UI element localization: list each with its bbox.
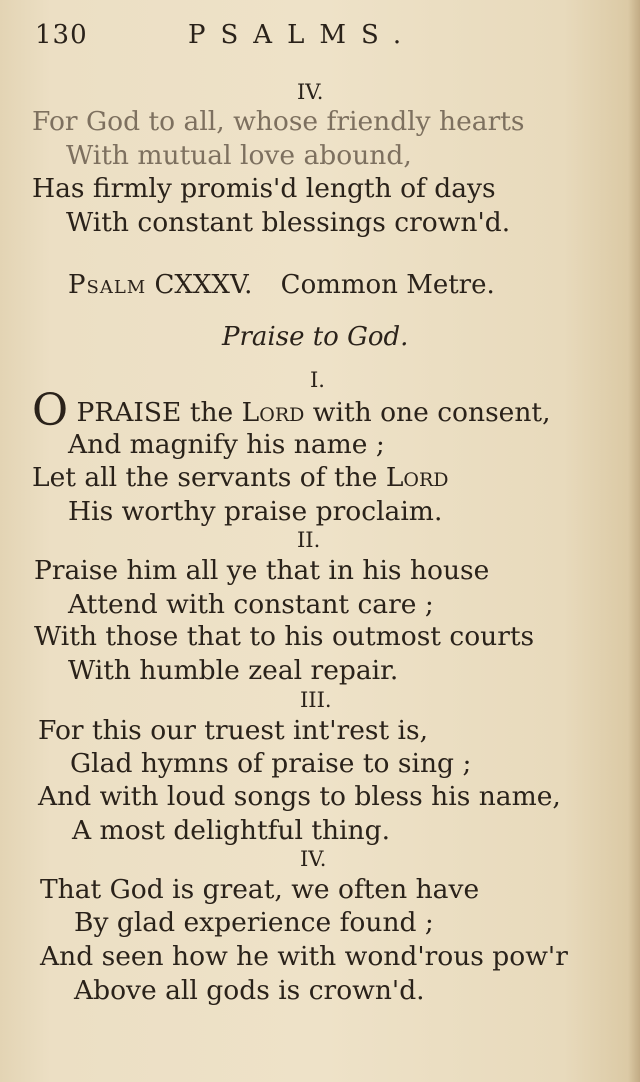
verse-line: And seen how he with wond'rous pow'r (40, 941, 568, 972)
verse-line: With constant blessings crown'd. (66, 207, 511, 238)
verse-line: And with loud songs to bless his name, (38, 781, 561, 812)
verse-line: Has firmly promis'd length of days (32, 173, 496, 204)
drop-cap: O (32, 385, 69, 436)
verse-line: That God is great, we often have (40, 874, 480, 905)
verse-line: Let all the servants of the Lord (32, 462, 449, 493)
stanza-number: II. (297, 528, 321, 552)
page-header (30, 20, 450, 60)
verse-line: With mutual love abound, (66, 140, 412, 171)
verse-line: Above all gods is crown'd. (74, 975, 425, 1006)
verse-line: For God to all, whose friendly hearts (32, 106, 525, 137)
psalm-heading (68, 269, 495, 301)
verse-line: With humble zeal repair. (68, 655, 399, 686)
verse-line: Attend with constant care ; (68, 589, 434, 620)
stanza-number: IV. (300, 847, 327, 871)
running-title: PSALMS. (188, 20, 417, 50)
verse-line: Praise him all ye that in his house (34, 555, 490, 586)
verse-line: And magnify his name ; (68, 429, 385, 460)
verse-line: A most delightful thing. (72, 815, 391, 846)
small-caps-word: Lord (385, 462, 449, 493)
verse-line: By glad experience found ; (74, 907, 434, 938)
page-number: 130 (35, 20, 88, 50)
psalm-number: CXXXV. (154, 270, 253, 300)
page-edge-shadow (628, 0, 640, 1082)
verse-line: His worthy praise proclaim. (68, 496, 443, 527)
psalm-name: Psalm (68, 270, 147, 300)
verse-line: With those that to his outmost courts (34, 621, 535, 652)
stanza-number: III. (300, 688, 332, 712)
verse-line: O PRAISE the Lord with one consent, (32, 385, 551, 436)
stanza-number: IV. (297, 80, 324, 104)
psalm-metre: Common Metre. (280, 270, 495, 300)
psalm-subtitle: Praise to God. (222, 322, 409, 352)
stanza-number: I. (310, 368, 325, 392)
verse-line: For this our truest int'rest is, (38, 715, 429, 746)
verse-line: Glad hymns of praise to sing ; (70, 748, 472, 779)
small-caps-word: Lord (241, 397, 305, 428)
